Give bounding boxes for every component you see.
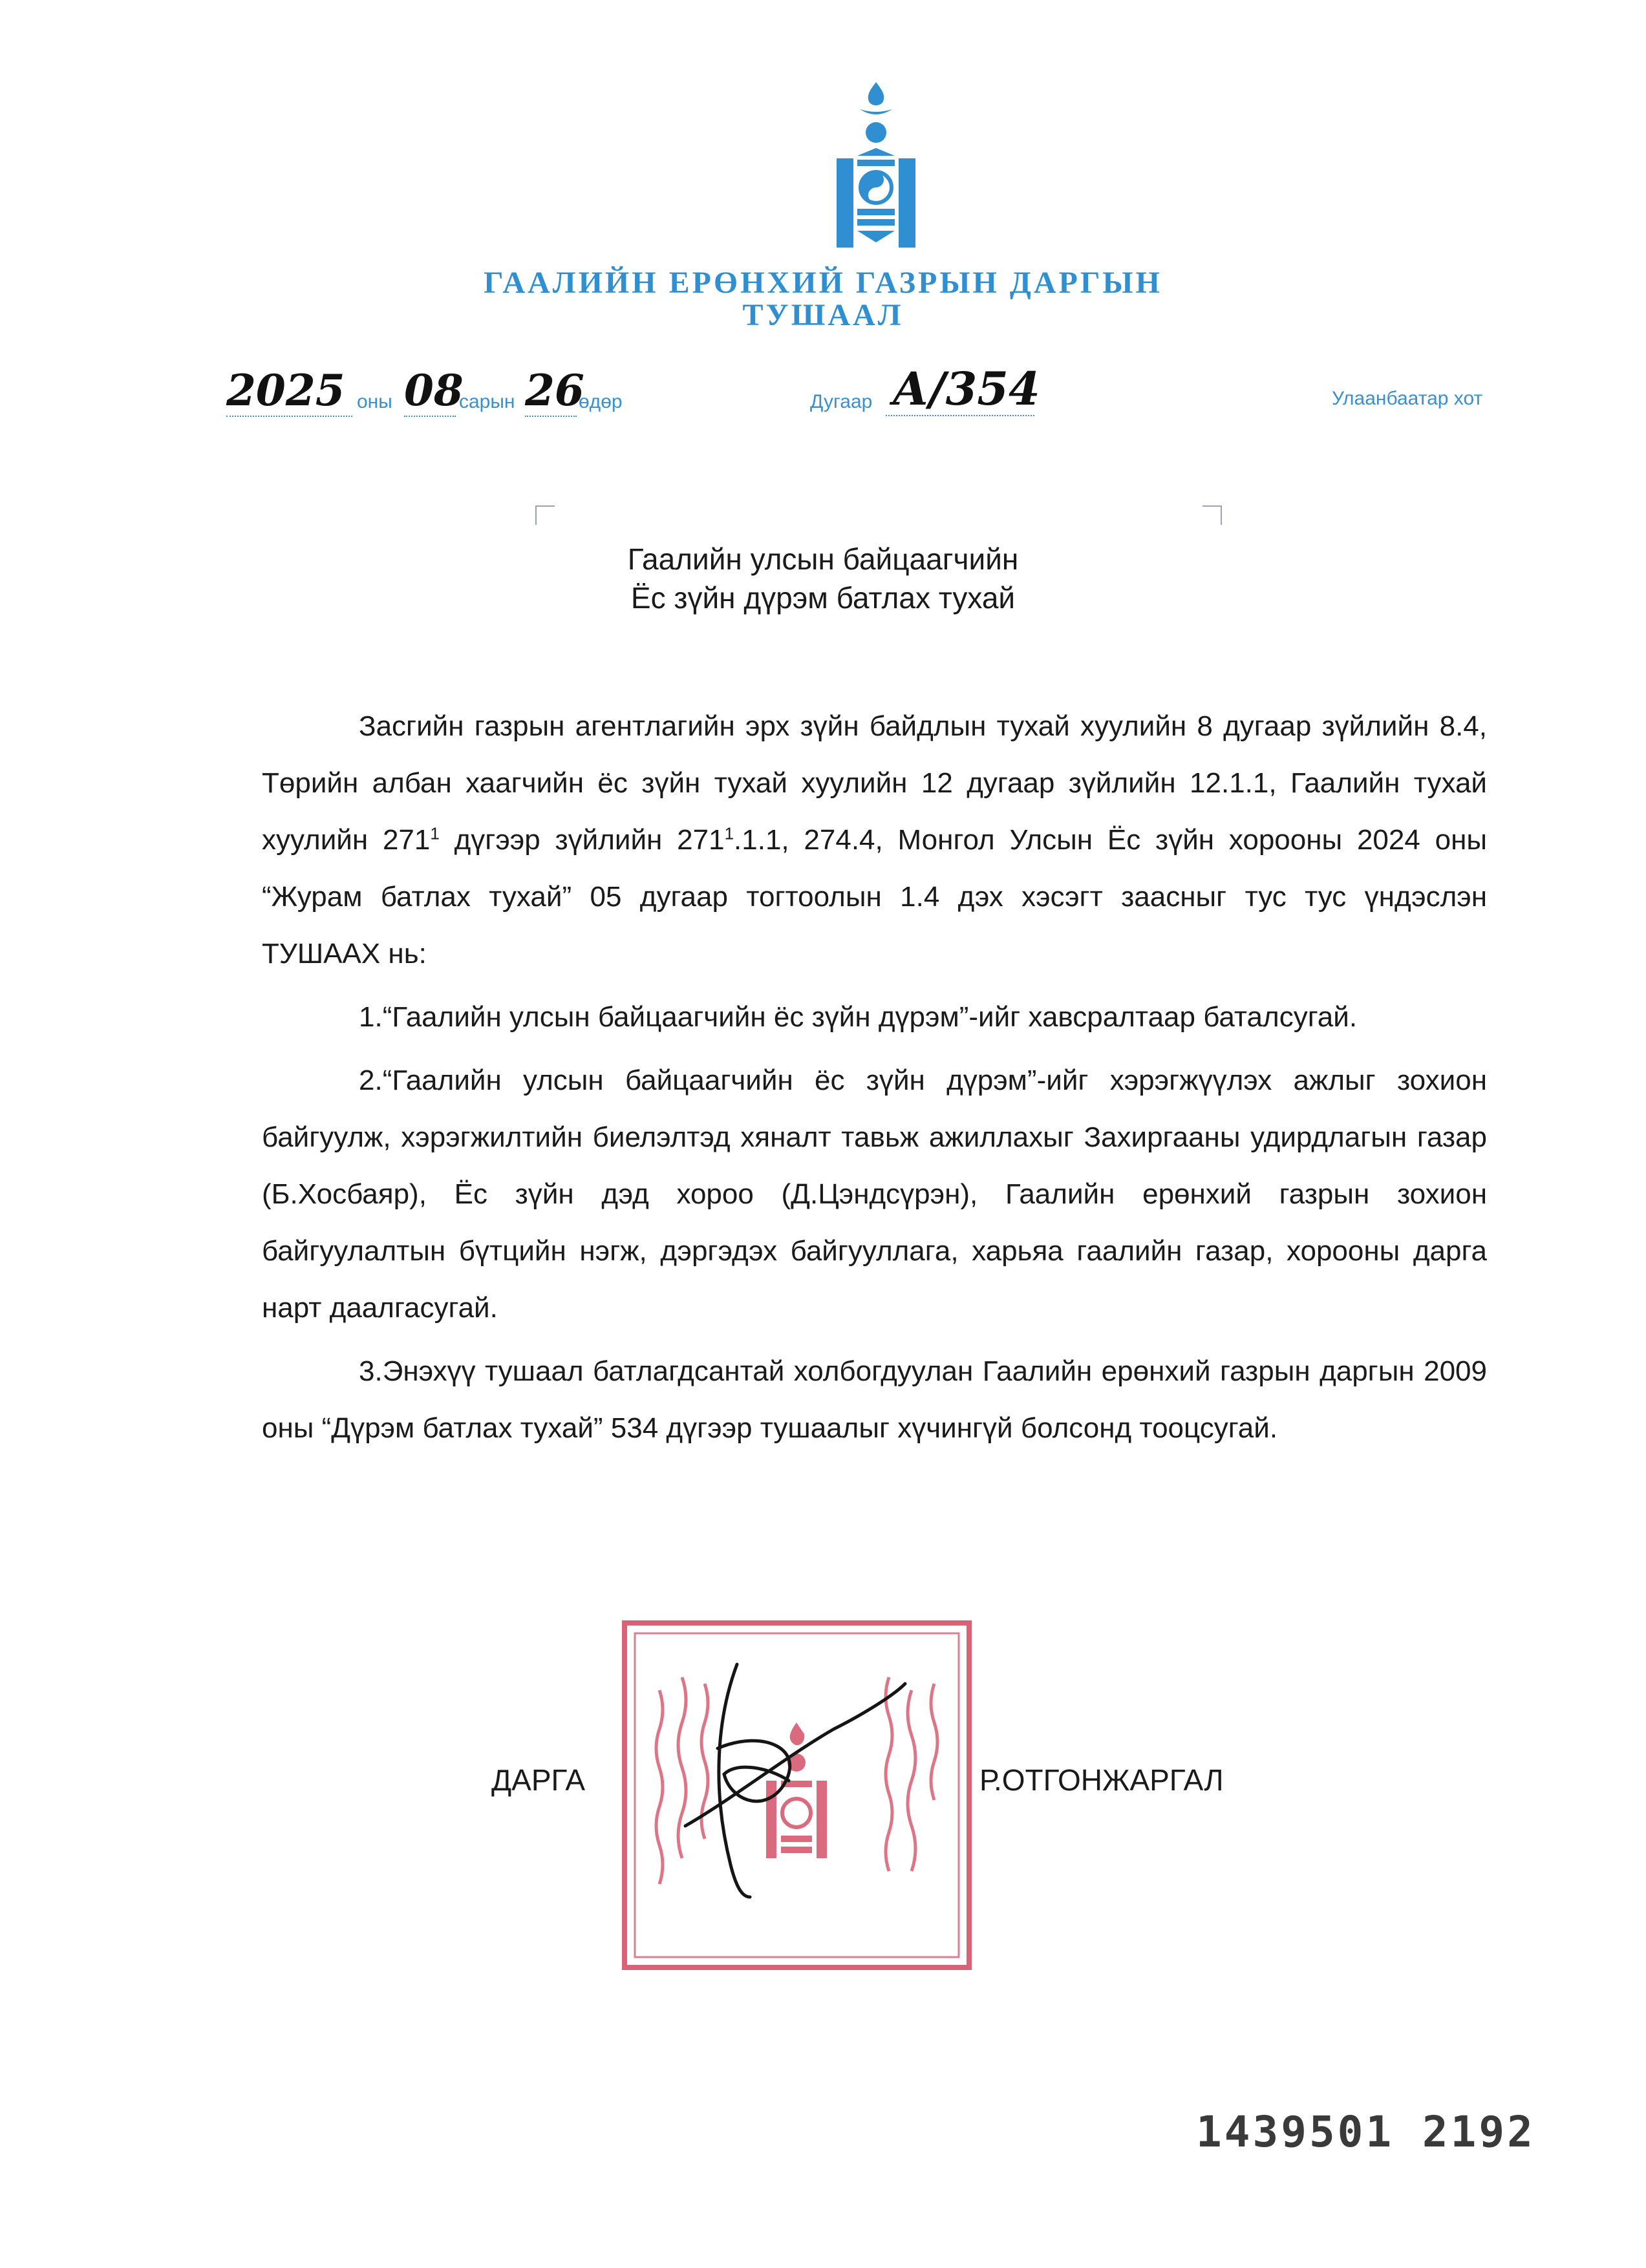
preamble-text-b: дүгээр зүйлийн 271 — [439, 824, 725, 856]
body-paragraph-3: 3.Энэхүү тушаал батлагдсантай холбогдуулан Гаалийн ерөнхий газрын даргын 2009 оны “Дүрэм батлах тухай” 534 дүгээр тушаалыг хүчингүй болсонд тооцсугай. — [262, 1355, 1487, 1444]
subject-bracket-left — [535, 505, 555, 525]
preamble-superscript-2: 1 — [724, 823, 734, 843]
signatory-name: Р.ОТГОНЖАРГАЛ — [979, 1763, 1224, 1797]
body-paragraph-2: 2.“Гаалийн улсын байцаагчийн ёс зүйн дүрэм”-ийг хэрэгжүүлэх ажлыг зохион байгуулж, хэрэгжилтийн биелэлтэд хяналт тавьж ажиллахыг Захиргааны удирдлагын газар (Б.Хосбаяр), Ёс зүйн дэд хороо (Д.Цэндсүрэн), Гаалийн ерөнхий газрын зохион байгуулалтын бүтцийн нэгж, дэргэдэх байгууллага, харьяа гаалийн газар, хорооны дарга нарт даалгасугай. — [262, 1065, 1487, 1324]
order-number: А/354 — [892, 362, 1040, 416]
body-paragraph-preamble — [262, 698, 1487, 982]
date-day-suffix: өдөр — [579, 391, 623, 412]
document-body — [262, 698, 1487, 1457]
city-label: Улаанбаатар хот — [1332, 388, 1483, 409]
body-paragraph-1: 1.“Гаалийн улсын байцаагчийн ёс зүйн дүрэм”-ийг хавсралтаар баталсугай. — [359, 1001, 1358, 1033]
date-day: 26 — [525, 365, 584, 416]
preamble-text-a: Засгийн газрын агентлагийн эрх зүйн байдлын тухай хуулийн 8 дугаар зүйлийн 8.4, Төрийн албан хаагчийн ёс зүйн тухай хуулийн 12 дугаар зүйлийн 12.1.1, Гаалийн тухай хуулийн 271 — [262, 710, 1487, 856]
date-year-suffix: оны — [357, 391, 392, 412]
preamble-text-c: .1.1, 274.4, Монгол Улсын Ёс зүйн хорооны 2024 оны “Журам батлах тухай” 05 дугаар тогтоолын 1.4 дэх хэсэгт заасныг тус тус үндэслэн ТУШААХ нь: — [262, 824, 1487, 970]
official-seal-stamp — [621, 1619, 973, 1971]
number-underline — [886, 415, 1034, 416]
date-month: 08 — [404, 365, 464, 416]
soyombo-emblem-icon — [834, 81, 918, 249]
date-field — [226, 362, 647, 427]
document-type-title: ТУШААЛ — [742, 298, 904, 332]
preamble-superscript-1: 1 — [430, 823, 440, 843]
number-label: Дугаар — [810, 391, 873, 412]
signatory-title: ДАРГА — [491, 1763, 586, 1797]
organization-title: ГААЛИЙН ЕРӨНХИЙ ГАЗРЫН ДАРГЫН — [484, 266, 1162, 300]
date-year: 2025 — [226, 365, 352, 417]
subject-bracket-right — [1202, 505, 1222, 525]
subject-line-1: Гаалийн улсын байцаагчийн — [627, 542, 1019, 576]
date-month-suffix: сарын — [459, 391, 515, 412]
document-subject — [0, 540, 1646, 617]
subject-line-2: Ёс зүйн дүрэм батлах тухай — [630, 581, 1016, 615]
registration-number: 1439501 2192 — [1196, 2107, 1535, 2157]
